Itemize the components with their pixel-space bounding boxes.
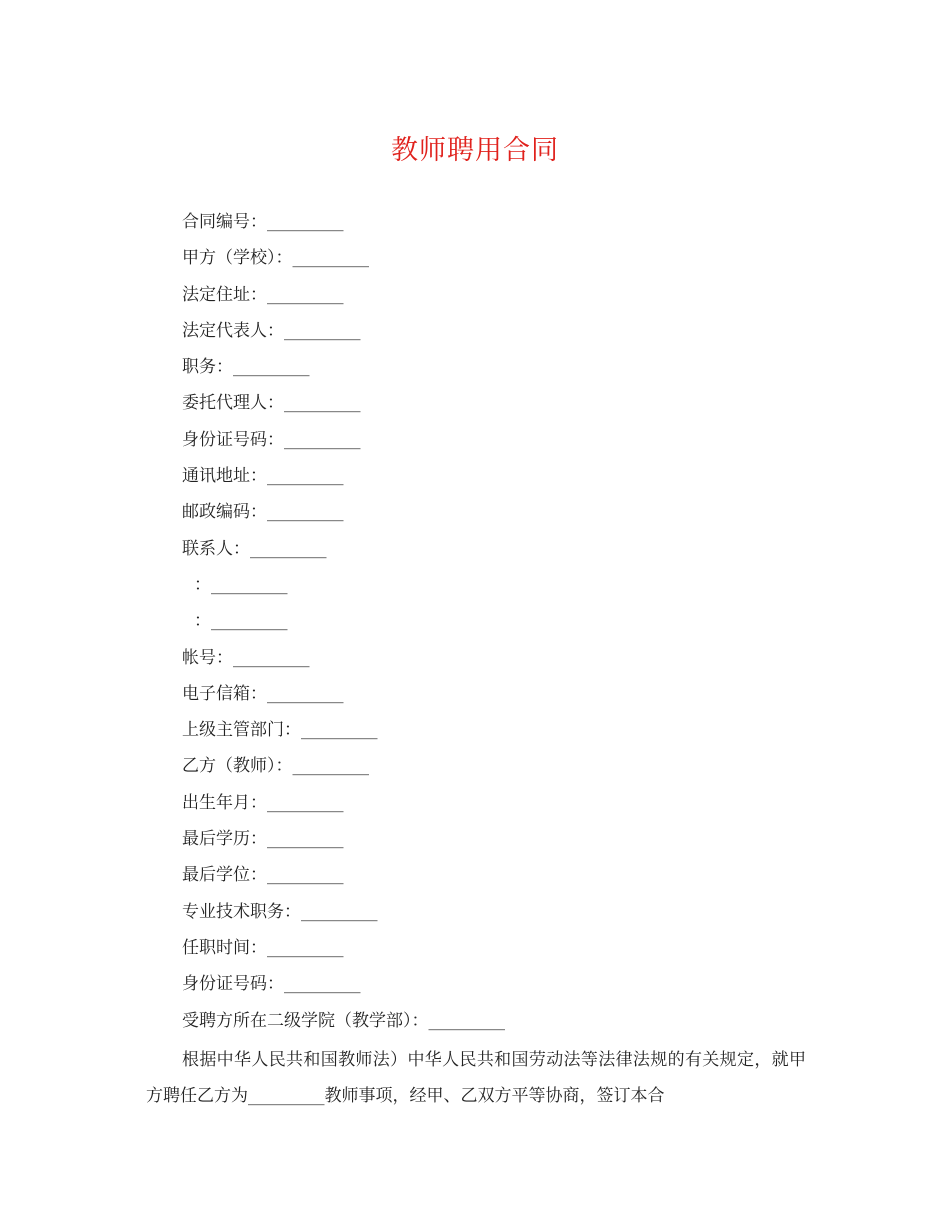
field-mailing-address [182,458,505,494]
field-label: 受聘方所在二级学院（教学部）： [182,1010,429,1031]
field-blank: _________ [250,538,327,559]
field-blank: _________ [284,393,361,414]
field-label: 身份证号码： [182,429,284,450]
field-label: 上级主管部门： [182,720,301,741]
field-position [182,349,505,385]
field-label: 最后学历： [182,829,267,850]
field-blank: _________ [211,574,288,595]
field-blank: _________ [428,1010,505,1031]
field-legal-address [182,277,505,313]
field-blank: _________ [267,937,344,958]
field-label: 委托代理人： [182,393,284,414]
field-label: ： [194,574,211,595]
field-label: 身份证号码： [182,974,284,995]
field-label: 甲方（学校）： [182,248,293,269]
field-blank: _________ [267,792,344,813]
field-contact-person [182,531,505,567]
field-blank: _________ [267,865,344,886]
field-label: 合同编号： [182,212,267,232]
field-appointment-date [182,930,505,966]
field-agent [182,385,505,421]
field-blank: _________ [267,502,344,523]
field-postal-code [182,494,505,530]
field-supervising-department [182,712,505,748]
field-label: ： [194,611,211,632]
field-id-number [182,422,505,458]
field-label: 电子信箱： [182,683,267,704]
field-blank: _________ [301,901,378,922]
field-label: 出生年月： [182,792,267,813]
field-label: 通讯地址： [182,466,267,487]
field-blank: _________ [233,357,310,378]
field-blank: _________ [267,212,344,232]
field-label: 最后学位： [182,865,267,886]
field-blank: _________ [267,829,344,850]
field-contract-number [182,204,505,240]
field-legal-representative [182,313,505,349]
field-teacher-id-number [182,966,505,1002]
field-label: 法定代表人： [182,320,284,341]
field-highest-education [182,821,505,857]
field-blank: _________ [284,974,361,995]
field-label: 帐号： [182,647,233,668]
preamble-paragraph: 根据中华人民共和国教师法）中华人民共和国劳动法等法律法规的有关规定，就甲方聘任乙方为_________教师事项，经甲、乙双方平等协商，签订本合 [146,1050,806,1106]
field-party-b [182,748,505,784]
field-label: 任职时间： [182,937,267,958]
field-blank: _________ [267,284,344,305]
field-email [182,676,505,712]
field-blank: _________ [233,647,310,668]
contract-fields [182,204,505,1039]
field-label: 联系人： [182,538,250,559]
field-birth-date [182,785,505,821]
field-blank: _________ [267,683,344,704]
field-party-a [182,240,505,276]
field-unlabeled-1 [182,567,505,603]
document-title: 教师聘用合同 [391,135,559,166]
field-label: 法定住址： [182,284,267,305]
field-account-number [182,640,505,676]
field-professional-title [182,894,505,930]
field-blank: _________ [284,320,361,341]
field-blank: _________ [292,248,369,269]
field-blank: _________ [267,466,344,487]
field-blank: _________ [284,429,361,450]
field-college [182,1003,505,1039]
field-blank: _________ [211,611,288,632]
field-blank: _________ [301,720,378,741]
field-label: 乙方（教师）： [182,756,293,777]
field-label: 职务： [182,357,233,378]
field-unlabeled-2 [182,603,505,639]
field-highest-degree [182,857,505,893]
field-label: 邮政编码： [182,502,267,523]
field-blank: _________ [292,756,369,777]
field-label: 专业技术职务： [182,901,301,922]
